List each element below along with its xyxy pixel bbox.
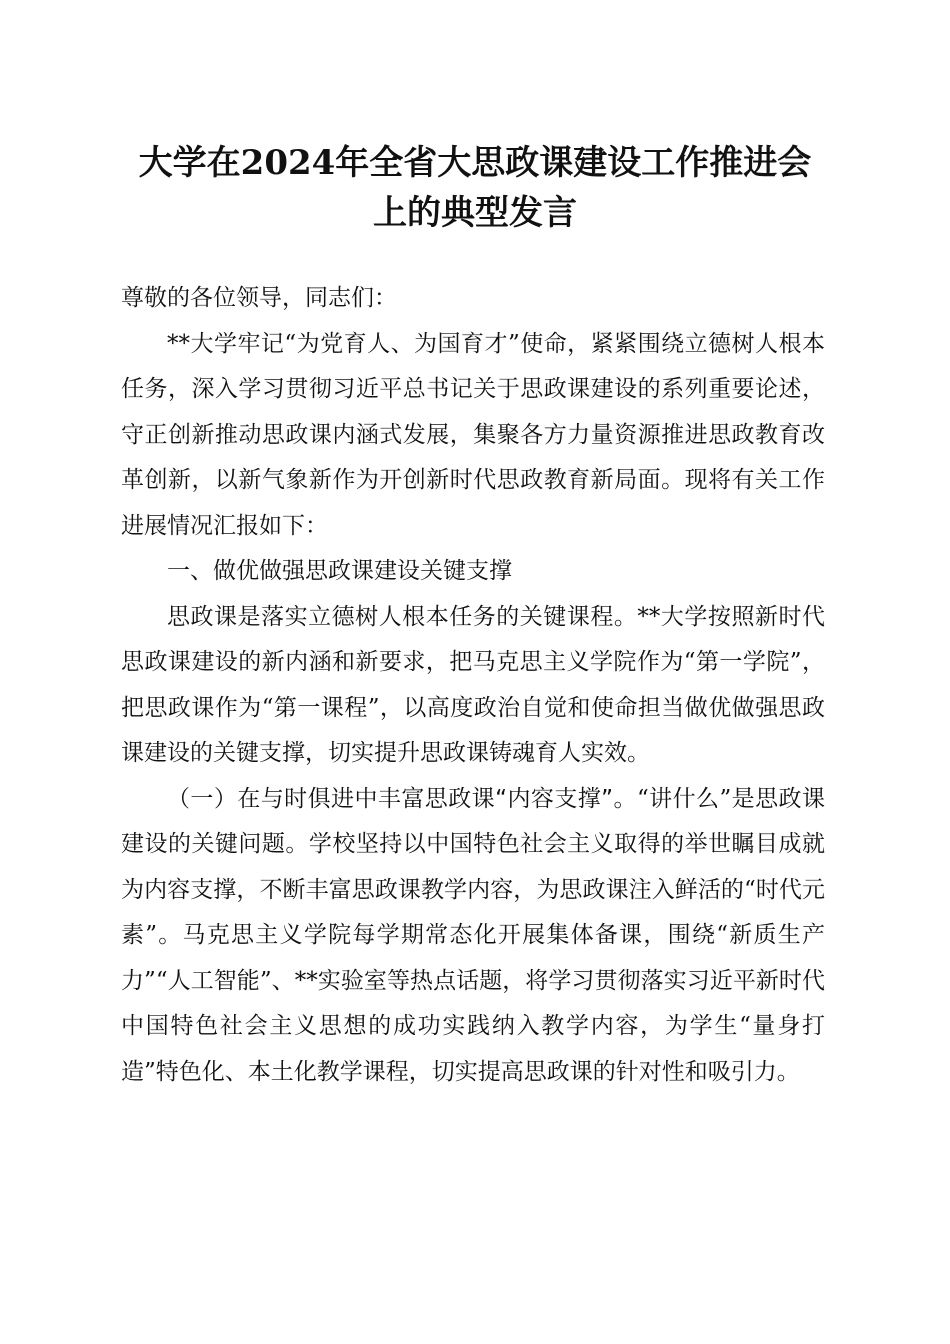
document-title (100, 138, 850, 238)
subsection-1-heading: （一）在与时俱进中丰富思政课“内容支撑”。 (167, 785, 637, 812)
section-1-heading: 一、做优做强思政课建设关键支撑 (167, 558, 512, 584)
section-1-paragraph: 思政课是落实立德树人根本任务的关键课程。**大学按照新时代思政课建设的新内涵和新要求，把马克思主义学院作为“第一学院”，把思政课作为“第一课程”，以高度政治自觉和使命担当做优做强思政课建设的关键支撑，切实提升思政课铸魂育人实效。 (121, 603, 825, 766)
intro-paragraph: **大学牢记“为党育人、为国育才”使命，紧紧围绕立德树人根本任务，深入学习贯彻习近平总书记关于思政课建设的系列重要论述，守正创新推动思政课内涵式发展，集聚各方力量资源推进思政教育改革创新，以新气象新作为开创新时代思政教育新局面。现将有关工作进展情况汇报如下： (121, 330, 825, 539)
title-line-2: 上的典型发言 (373, 193, 577, 233)
salutation: 尊敬的各位领导，同志们： (121, 285, 397, 311)
title-line-1: 大学在2024年全省大思政课建设工作推进会 (138, 143, 812, 183)
subsection-1-paragraph (121, 777, 825, 1096)
document-body (121, 276, 825, 1095)
subsection-1-text: “讲什么”是思政课建设的关键问题。学校坚持以中国特色社会主义取得的举世瞩目成就为内容支撑，不断丰富思政课教学内容，为思政课注入鲜活的“时代元素”。马克思主义学院每学期常态化开展集体备课，围绕“新质生产力”“人工智能”、**实验室等热点话题，将学习贯彻落实习近平新时代中国特色社会主义思想的成功实践纳入教学内容，为学生“量身打造”特色化、本土化教学课程，切实提高思政课的针对性和吸引力。 (121, 785, 825, 1085)
